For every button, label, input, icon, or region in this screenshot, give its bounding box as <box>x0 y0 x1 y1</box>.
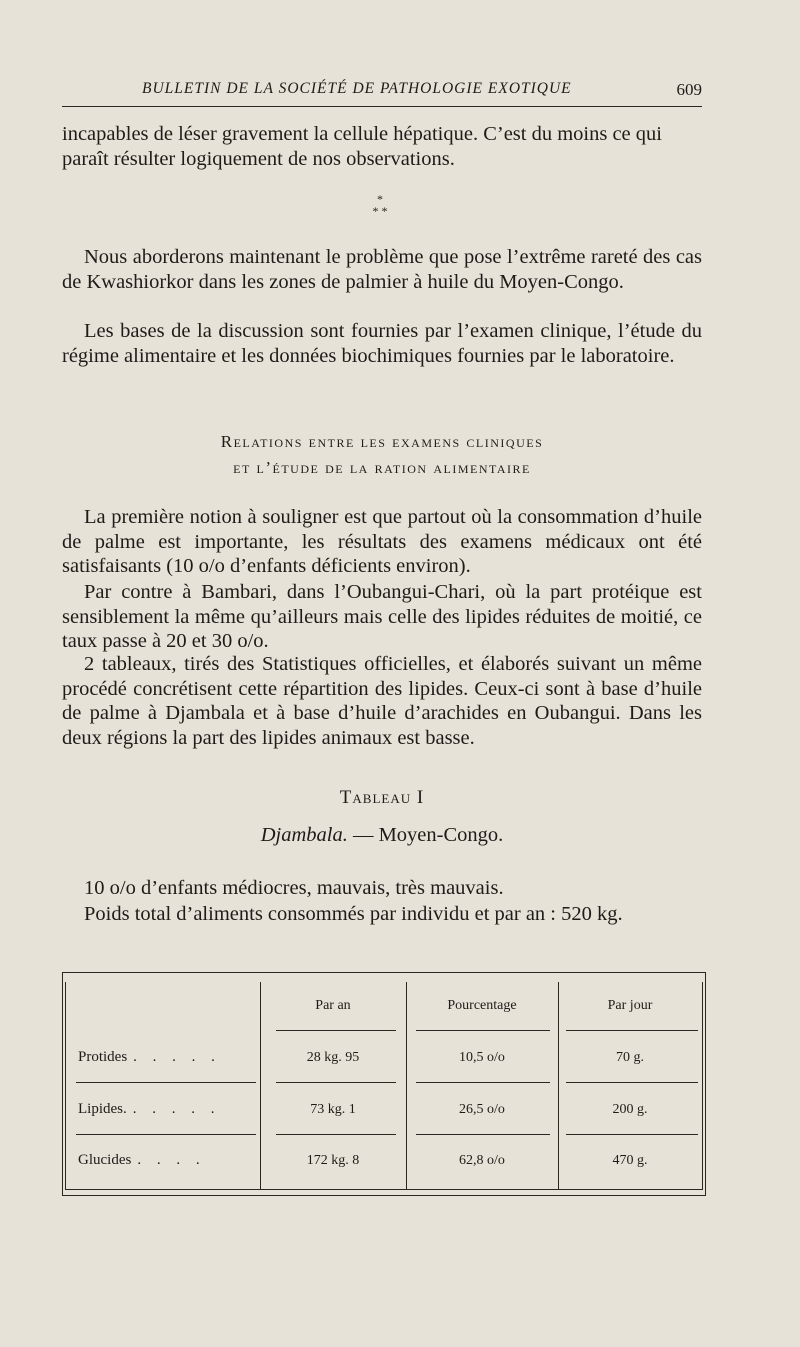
table-outer-edge-left <box>62 973 63 1195</box>
row-divider <box>566 1030 698 1031</box>
table-outer-edge-right <box>705 973 706 1195</box>
section-heading-line-1: Relations entre les examens cliniques <box>220 432 544 451</box>
row-divider <box>276 1134 396 1135</box>
header-pourcentage: Pourcentage <box>447 998 517 1013</box>
row-label-protides <box>78 1049 221 1066</box>
header-par-jour: Par jour <box>607 998 653 1013</box>
row-label-text: Glucides <box>78 1152 132 1168</box>
cell-glucides-par-an: 172 kg. 8 <box>306 1153 360 1168</box>
row-divider <box>566 1082 698 1083</box>
cell-lipides-par-an: 73 kg. 1 <box>310 1102 356 1117</box>
row-label-text: Lipides. <box>78 1101 127 1117</box>
page-number: 609 <box>676 80 702 99</box>
row-divider <box>276 1082 396 1083</box>
leader-dots: . . . . <box>137 1152 206 1168</box>
header-rule <box>62 106 702 107</box>
subtitle-region: — Moyen-Congo. <box>347 824 504 846</box>
row-divider <box>566 1134 698 1135</box>
paragraph-1: incapables de léser gravement la cellule hépatique. C’est du moins ce qui paraît résulter logiquement de nos observations. <box>62 123 662 170</box>
paragraph-2: Nous aborderons maintenant le problème que pose l’extrême rareté des cas de Kwashiorkor dans les zones de palmier à huile du Moyen-Congo. <box>62 246 702 293</box>
row-divider <box>416 1134 550 1135</box>
cell-protides-par-jour: 70 g. <box>616 1050 644 1065</box>
journal-title: BULLETIN DE LA SOCIÉTÉ DE PATHOLOGIE EXOTIQUE <box>142 80 572 97</box>
cell-lipides-par-jour: 200 g. <box>612 1102 648 1117</box>
row-label-lipides <box>78 1101 221 1118</box>
paragraph-4: La première notion à souligner est que partout où la consommation d’huile de palme est importante, les résultats des examens médicaux ont été satisfaisants (10 o/o d’enfants déficients environ). <box>62 506 702 577</box>
paragraph-5: Par contre à Bambari, dans l’Oubangui-Chari, où la part protéique est sensiblement la même qu’ailleurs mais celle des lipides réduites de moitié, ce taux passe à 20 et 30 o/o. <box>62 581 702 652</box>
section-separator: * * * <box>372 192 388 218</box>
row-divider <box>416 1030 550 1031</box>
cell-protides-par-an: 28 kg. 95 <box>306 1050 360 1065</box>
row-divider <box>76 1134 256 1135</box>
row-divider <box>76 1082 256 1083</box>
paragraph-8: Poids total d’aliments consommés par individu et par an : 520 kg. <box>84 903 623 925</box>
cell-glucides-pourcentage: 62,8 o/o <box>459 1153 505 1168</box>
paragraph-3: Les bases de la discussion sont fournies par l’examen clinique, l’étude du régime alimentaire et les données biochimiques fournies par le laboratoire. <box>62 320 702 367</box>
cell-glucides-par-jour: 470 g. <box>612 1153 648 1168</box>
row-label-glucides <box>78 1152 206 1169</box>
leader-dots: . . . . . <box>132 1101 221 1117</box>
leader-dots: . . . . . <box>133 1049 221 1065</box>
paragraph-7: 10 o/o d’enfants médiocres, mauvais, très mauvais. <box>84 877 504 899</box>
cell-lipides-pourcentage: 26,5 o/o <box>459 1102 505 1117</box>
header-par-an: Par an <box>315 998 351 1013</box>
cell-protides-pourcentage: 10,5 o/o <box>459 1050 505 1065</box>
tableau-subtitle <box>62 824 702 847</box>
running-header <box>62 80 702 110</box>
row-divider <box>416 1082 550 1083</box>
paragraph-6: 2 tableaux, tirés des Statistiques officielles, et élaborés suivant un même procédé concrétisent cette répartition des lipides. Ceux-ci sont à base d’huile de palme à Djambala et à base d’huile d’arachides en Oubangui. Dans les deux régions la part des lipides animaux est basse. <box>62 653 702 749</box>
row-divider <box>276 1030 396 1031</box>
tableau-title: Tableau I <box>339 787 425 808</box>
nutrition-table <box>62 972 706 1196</box>
section-heading-line-2: et l’étude de la ration alimentaire <box>233 458 531 477</box>
subtitle-place: Djambala. <box>260 824 348 846</box>
table-grid <box>65 982 703 1190</box>
row-label-text: Protides <box>78 1049 128 1065</box>
